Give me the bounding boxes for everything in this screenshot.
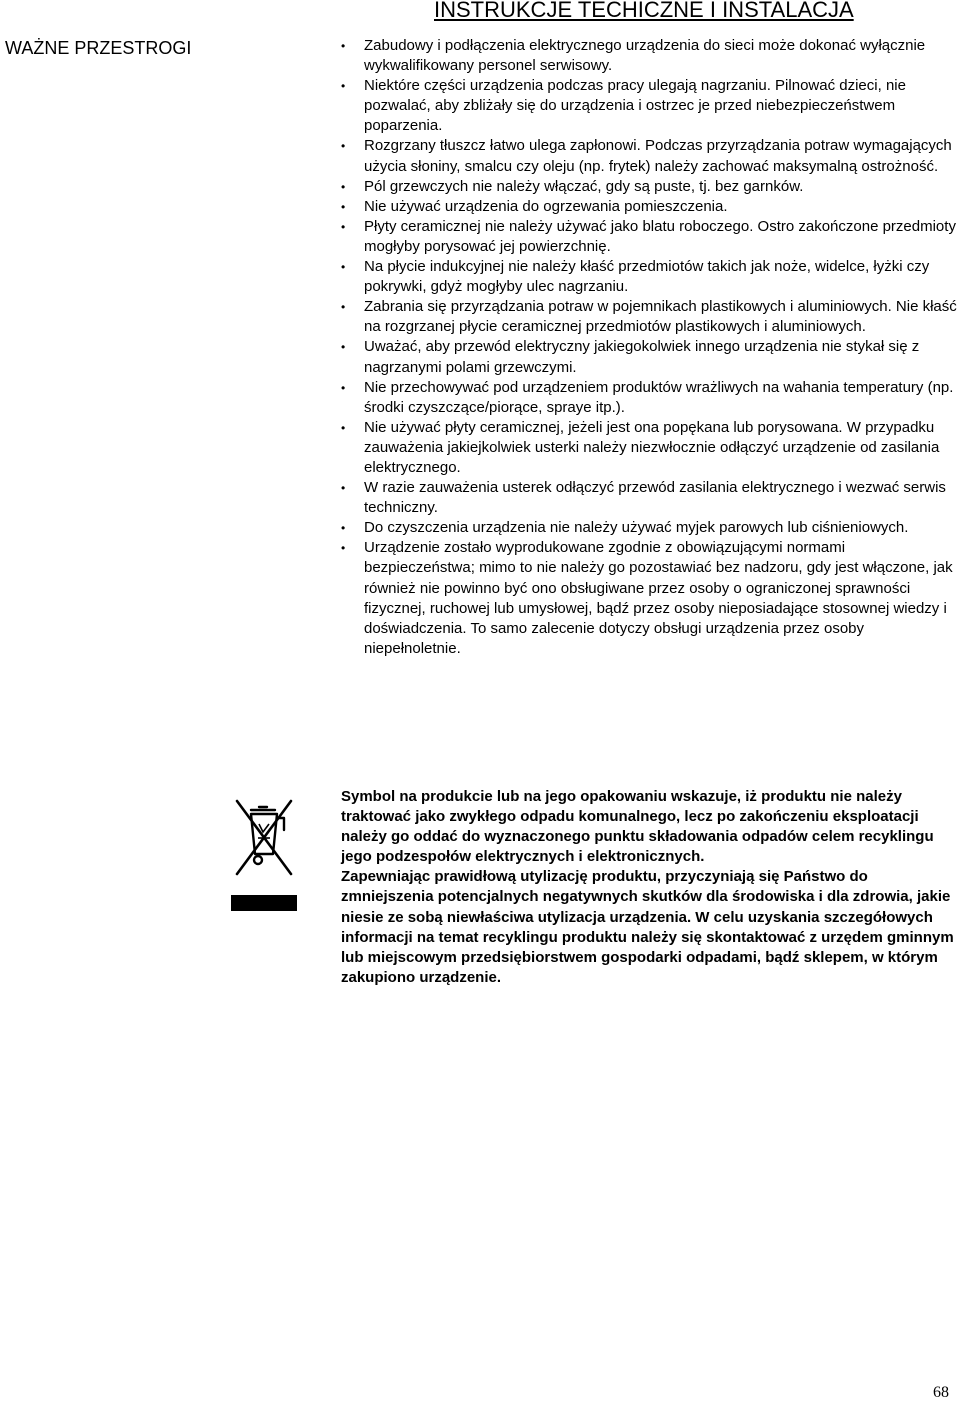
warning-text: Nie używać płyty ceramicznej, jeżeli jest ona popękana lub porysowana. W przypadku zauważenia jakiejkolwiek usterki należy niezwłocznie odłączyć urządzenie od zasilania elektrycznego. <box>364 418 940 476</box>
warning-text: Płyty ceramicznej nie należy używać jako blatu roboczego. Ostro zakończone przedmioty mogłyby porysować jej powierzchnię. <box>364 217 956 255</box>
crossed-out-wheelie-bin-icon <box>229 796 299 911</box>
warning-text: Uważać, aby przewód elektryczny jakiegokolwiek innego urządzenia nie stykał się z nagrzanymi polami grzewczymi. <box>364 338 920 376</box>
warning-text: Nie używać urządzenia do ogrzewania pomieszczenia. <box>364 197 728 215</box>
warning-text: Zabudowy i podłączenia elektrycznego urządzenia do sieci może dokonać wyłącznie wykwalifikowany personel serwisowy. <box>364 37 926 75</box>
warning-text: Pól grzewczych nie należy włączać, gdy są puste, tj. bez garnków. <box>364 177 804 195</box>
bullet-icon: • <box>341 481 346 496</box>
warning-text: Na płycie indukcyjnej nie należy kłaść przedmiotów takich jak noże, widelce, łyżki czy pokrywki, gdyż mogłyby ulec nagrzaniu. <box>364 258 930 296</box>
warning-item <box>341 257 957 297</box>
disposal-paragraph-1: Symbol na produkcie lub na jego opakowaniu wskazuje, iż produktu nie należy traktować jako zwykłego odpadu komunalnego, lecz po zakończeniu eksploatacji należy go oddać do wyznaczonego punktu składowania odpadów celem recyklingu jego podzespołów elektrycznych i elektronicznych. <box>341 788 934 866</box>
bullet-icon: • <box>341 521 346 536</box>
warning-item <box>341 217 957 257</box>
warning-item <box>341 76 957 136</box>
section-heading: WAŻNE PRZESTROGI <box>5 38 192 58</box>
warning-item <box>341 337 957 377</box>
page-title: INSTRUKCJE TECHICZNE I INSTALACJA <box>434 0 854 22</box>
bullet-icon: • <box>341 139 346 154</box>
warning-text: Do czyszczenia urządzenia nie należy używać myjek parowych lub ciśnieniowych. <box>364 519 909 537</box>
warning-text: Zabrania się przyrządzania potraw w pojemnikach plastikowych i aluminiowych. Nie kłaść na rozgrzanej płycie ceramicznej przedmiotów plastikowych i aluminiowych. <box>364 298 957 336</box>
bullet-icon: • <box>341 380 346 395</box>
warnings-list <box>341 36 957 659</box>
bullet-icon: • <box>341 219 346 234</box>
bullet-icon: • <box>341 260 346 275</box>
bullet-icon: • <box>341 79 346 94</box>
warning-item <box>341 538 957 659</box>
warning-item <box>341 177 957 197</box>
bullet-icon: • <box>341 541 346 556</box>
bullet-icon: • <box>341 199 346 214</box>
bullet-icon: • <box>341 39 346 53</box>
bullet-icon: • <box>341 420 346 435</box>
warning-item <box>341 297 957 337</box>
warning-text: W razie zauważenia usterek odłączyć przewód zasilania elektrycznego i wezwać serwis techniczny. <box>364 479 946 517</box>
warning-item <box>341 418 957 478</box>
warning-item <box>341 478 957 518</box>
warning-item <box>341 197 957 217</box>
bullet-icon: • <box>341 300 346 315</box>
bullet-icon: • <box>341 340 346 355</box>
warning-text: Nie przechowywać pod urządzeniem produktów wrażliwych na wahania temperatury (np. środki czyszczące/piorące, spraye itp.). <box>364 378 954 416</box>
warning-item <box>341 36 957 76</box>
warning-item <box>341 518 957 538</box>
page-number: 68 <box>933 1384 949 1401</box>
disposal-notice <box>341 787 957 988</box>
warning-item <box>341 136 957 176</box>
warning-text: Urządzenie zostało wyprodukowane zgodnie z obowiązującymi normami bezpieczeństwa; mimo to nie należy go pozostawiać bez nadzoru, gdy jest włączone, jak również nie powinno być ono obsługiwane przez osoby o ograniczonej sprawności fizycznej, ruchowej lub umysłowej, bądź przez osoby nieposiadające stosownej wiedzy i doświadczenia. To samo zalecenie dotyczy obsługi urządzenia przez osoby niepełnoletnie. <box>364 539 953 657</box>
bullet-icon: • <box>341 179 346 194</box>
disposal-paragraph-2: Zapewniając prawidłową utylizację produktu, przyczyniają się Państwo do zmniejszenia potencjalnych negatywnych skutków dla środowiska i dla zdrowia, jakie niesie ze sobą niewłaściwa utylizacja urządzenia. W celu uzyskania szczegółowych informacji na temat recyklingu produktu należy się skontaktować z urzędem gminnym lub miejscowym przedsiębiorstwem gospodarki odpadami, bądź sklepem, w którym zakupiono urządzenie. <box>341 868 954 986</box>
warning-text: Niektóre części urządzenia podczas pracy ulegają nagrzaniu. Pilnować dzieci, nie pozwalać, aby zbliżały się do urządzenia i ostrzec je przed niebezpieczeństwem poparzenia. <box>364 77 906 135</box>
warning-item <box>341 378 957 418</box>
warning-text: Rozgrzany tłuszcz łatwo ulega zapłonowi. Podczas przyrządzania potraw wymagających użycia słoniny, smalcu czy oleju (np. frytek) należy zachować maksymalną ostrożność. <box>364 137 952 175</box>
